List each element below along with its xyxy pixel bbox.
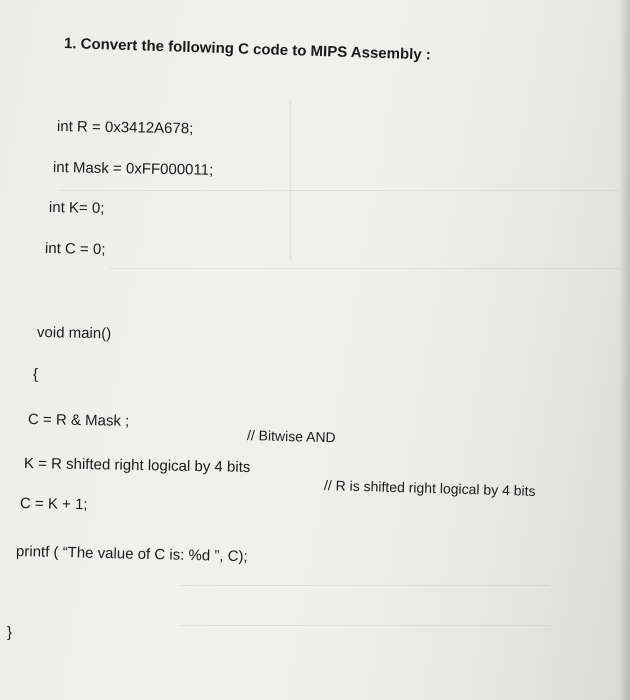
code-line-and: C = R & Mask ; bbox=[27, 411, 130, 430]
function-signature: void main() bbox=[36, 324, 112, 343]
page-edge-shadow bbox=[618, 0, 630, 700]
code-line-shift: K = R shifted right logical by 4 bits bbox=[23, 455, 251, 476]
bleed-through-line bbox=[180, 585, 550, 586]
declaration-c: int C = 0; bbox=[44, 240, 106, 259]
comment-bitwise-and: // Bitwise AND bbox=[246, 427, 336, 446]
comment-shift: // R is shifted right logical by 4 bits bbox=[323, 477, 536, 499]
declaration-r: int R = 0x3412A678; bbox=[56, 118, 194, 138]
bleed-through-line bbox=[290, 100, 291, 260]
bleed-through-line bbox=[60, 190, 620, 191]
code-line-printf: printf ( “The value of C is: %d ”, C); bbox=[15, 543, 248, 566]
declaration-k: int K= 0; bbox=[48, 199, 105, 217]
declaration-mask: int Mask = 0xFF000011; bbox=[52, 159, 214, 179]
code-line-increment: C = K + 1; bbox=[19, 495, 88, 514]
bleed-through-line bbox=[180, 625, 550, 626]
question-title: 1. Convert the following C code to MIPS Assembly : bbox=[63, 35, 432, 64]
open-brace: { bbox=[33, 366, 39, 383]
bleed-through-line bbox=[110, 268, 620, 269]
close-brace: } bbox=[7, 624, 13, 641]
